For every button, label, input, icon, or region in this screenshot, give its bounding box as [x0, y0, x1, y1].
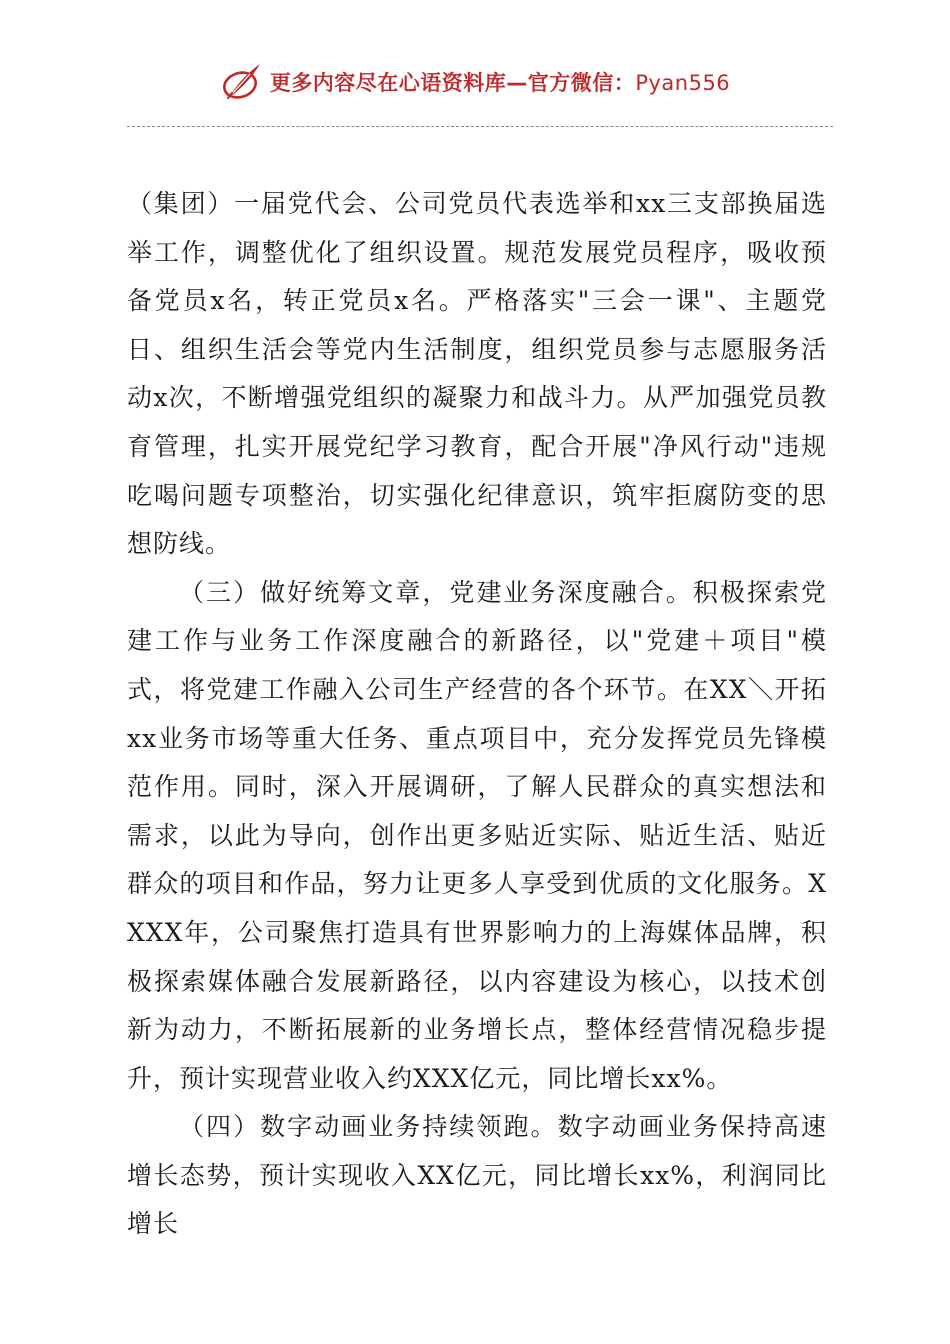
page-header [0, 52, 950, 112]
header-brand-label: 更多内容尽在心语资料库—官方微信： [269, 71, 636, 95]
document-body [127, 180, 827, 1249]
header-brand-text [270, 67, 730, 97]
paragraph-section-three: （三）做好统筹文章，党建业务深度融合。积极探索党建工作与业务工作深度融合的新路径，以"党建＋项目"模式，将党建工作融入公司生产经营的各个环节。在XX＼开拓xx业务市场等重大任务、重点项目中，充分发挥党员先锋模范作用。同时，深入开展调研，了解人民群众的真实想法和需求，以此为导向，创作出更多贴近实际、贴近生活、贴近群众的项目和作品，努力让更多人享受到优质的文化服务。XXXX年，公司聚焦打造具有世界影响力的上海媒体品牌，积极探索媒体融合发展新路径，以内容建设为核心，以技术创新为动力，不断拓展新的业务增长点，整体经营情况稳步提升，预计实现营业收入约XXX亿元，同比增长xx%。 [127, 577, 827, 1093]
wechat-id: Pyan556 [635, 71, 731, 95]
paragraph-section-four: （四）数字动画业务持续领跑。数字动画业务保持高速增长态势，预计实现收入XX亿元，同比增长xx%，利润同比增长 [127, 1112, 827, 1239]
paragraph-continuation: （集团）一届党代会、公司党员代表选举和xx三支部换届选举工作，调整优化了组织设置。规范发展党员程序，吸收预备党员x名，转正党员x名。严格落实"三会一课"、主题党日、组织生活会等党内生活制度，组织党员参与志愿服务活动x次，不断增强党组织的凝聚力和战斗力。从严加强党员教育管理，扎实开展党纪学习教育，配合开展"净风行动"违规吃喝问题专项整治，切实强化纪律意识，筑牢拒腐防变的思想防线。 [127, 189, 827, 559]
quill-pen-logo-icon [220, 60, 264, 104]
header-divider [127, 126, 833, 127]
